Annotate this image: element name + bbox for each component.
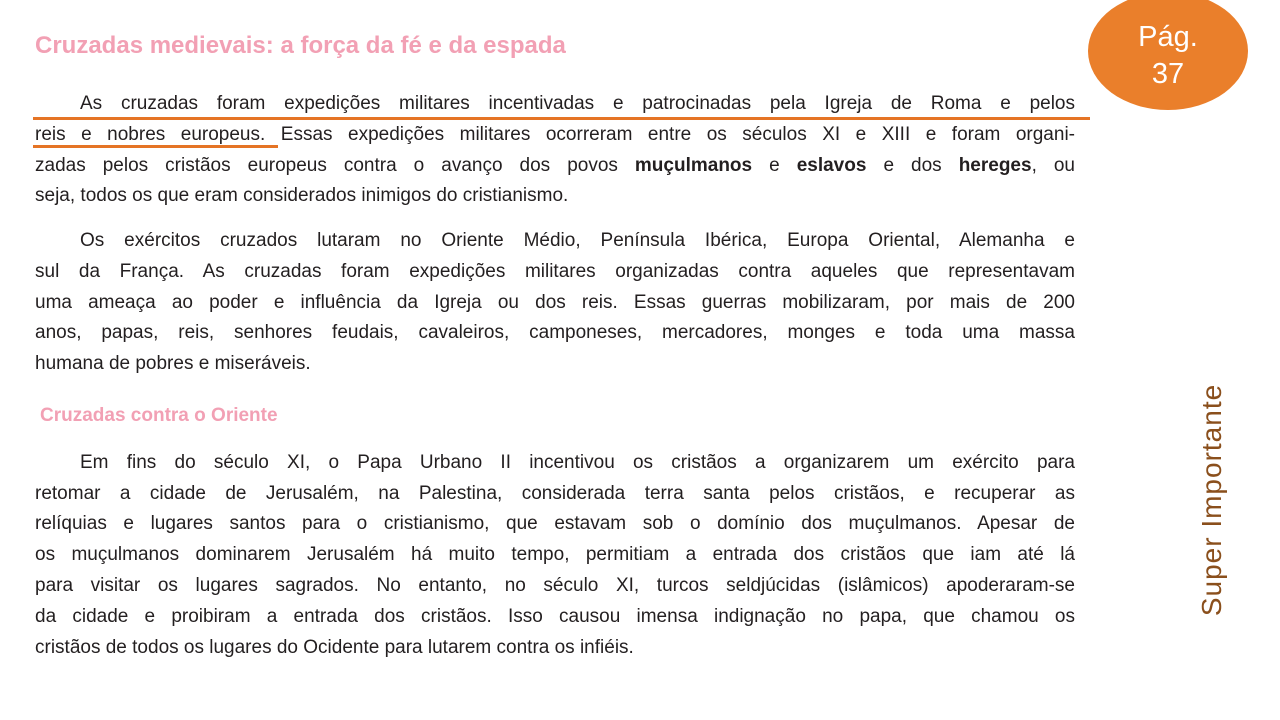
page-title: Cruzadas medievais: a força da fé e da espada bbox=[35, 32, 566, 59]
super-important-label: Super Importante bbox=[1196, 383, 1227, 617]
paragraph-3-line-4: os muçulmanos dominarem Jerusalém há muito tempo, permitiam a entrada dos cristãos que iam até lá bbox=[35, 544, 1075, 565]
paragraph-3-line-3: relíquias e lugares santos para o cristianismo, que estavam sob o domínio dos muçulmanos. Apesar de bbox=[35, 513, 1075, 534]
badge-number: 37 bbox=[1151, 58, 1185, 90]
highlight-underline-1 bbox=[33, 117, 1090, 120]
section-subtitle: Cruzadas contra o Oriente bbox=[40, 405, 278, 426]
badge-label: Pág. bbox=[1138, 21, 1198, 53]
bold-term: muçulmanos bbox=[634, 155, 753, 176]
paragraph-2-line-5: humana de pobres e miseráveis. bbox=[35, 353, 311, 374]
paragraph-2-line-1: Os exércitos cruzados lutaram no Oriente Médio, Península Ibérica, Europa Oriental, Alemanha e bbox=[80, 230, 1075, 251]
paragraph-1-line-1: As cruzadas foram expedições militares incentivadas e patrocinadas pela Igreja de Roma e pelos bbox=[80, 93, 1075, 114]
highlight-underline-2 bbox=[33, 145, 278, 148]
bold-term: hereges bbox=[958, 155, 1032, 176]
paragraph-1-line-3: zadas pelos cristãos europeus contra o avanço dos povos muçulmanos e eslavos e dos hereges, ou bbox=[35, 155, 1075, 176]
paragraph-3-line-1: Em fins do século XI, o Papa Urbano II incentivou os cristãos a organizarem um exército para bbox=[80, 452, 1075, 473]
paragraph-2-line-3: uma ameaça ao poder e influência da Igreja ou dos reis. Essas guerras mobilizaram, por mais de 200 bbox=[35, 292, 1075, 313]
highlighted-phrase: reis e nobres europeus. bbox=[35, 124, 266, 145]
page-number-badge bbox=[1088, 0, 1248, 110]
bold-term: eslavos bbox=[796, 155, 867, 176]
paragraph-3-line-7: cristãos de todos os lugares do Ocidente para lutarem contra os infiéis. bbox=[35, 637, 634, 658]
paragraph-2-line-2: sul da França. As cruzadas foram expedições militares organizadas contra aqueles que representavam bbox=[35, 261, 1075, 282]
paragraph-1-line-4: seja, todos os que eram considerados inimigos do cristianismo. bbox=[35, 185, 569, 206]
paragraph-1-line-2: reis e nobres europeus. Essas expedições militares ocorreram entre os séculos XI e XIII e foram organi- bbox=[35, 124, 1075, 145]
paragraph-3-line-5: para visitar os lugares sagrados. No entanto, no século XI, turcos seldjúcidas (islâmicos) apoderaram-se bbox=[35, 575, 1075, 596]
paragraph-2-line-4: anos, papas, reis, senhores feudais, cavaleiros, camponeses, mercadores, monges e toda uma massa bbox=[35, 322, 1075, 343]
paragraph-3-line-2: retomar a cidade de Jerusalém, na Palestina, considerada terra santa pelos cristãos, e recuperar as bbox=[35, 483, 1075, 504]
paragraph-3-line-6: da cidade e proibiram a entrada dos cristãos. Isso causou imensa indignação no papa, que chamou os bbox=[35, 606, 1075, 627]
